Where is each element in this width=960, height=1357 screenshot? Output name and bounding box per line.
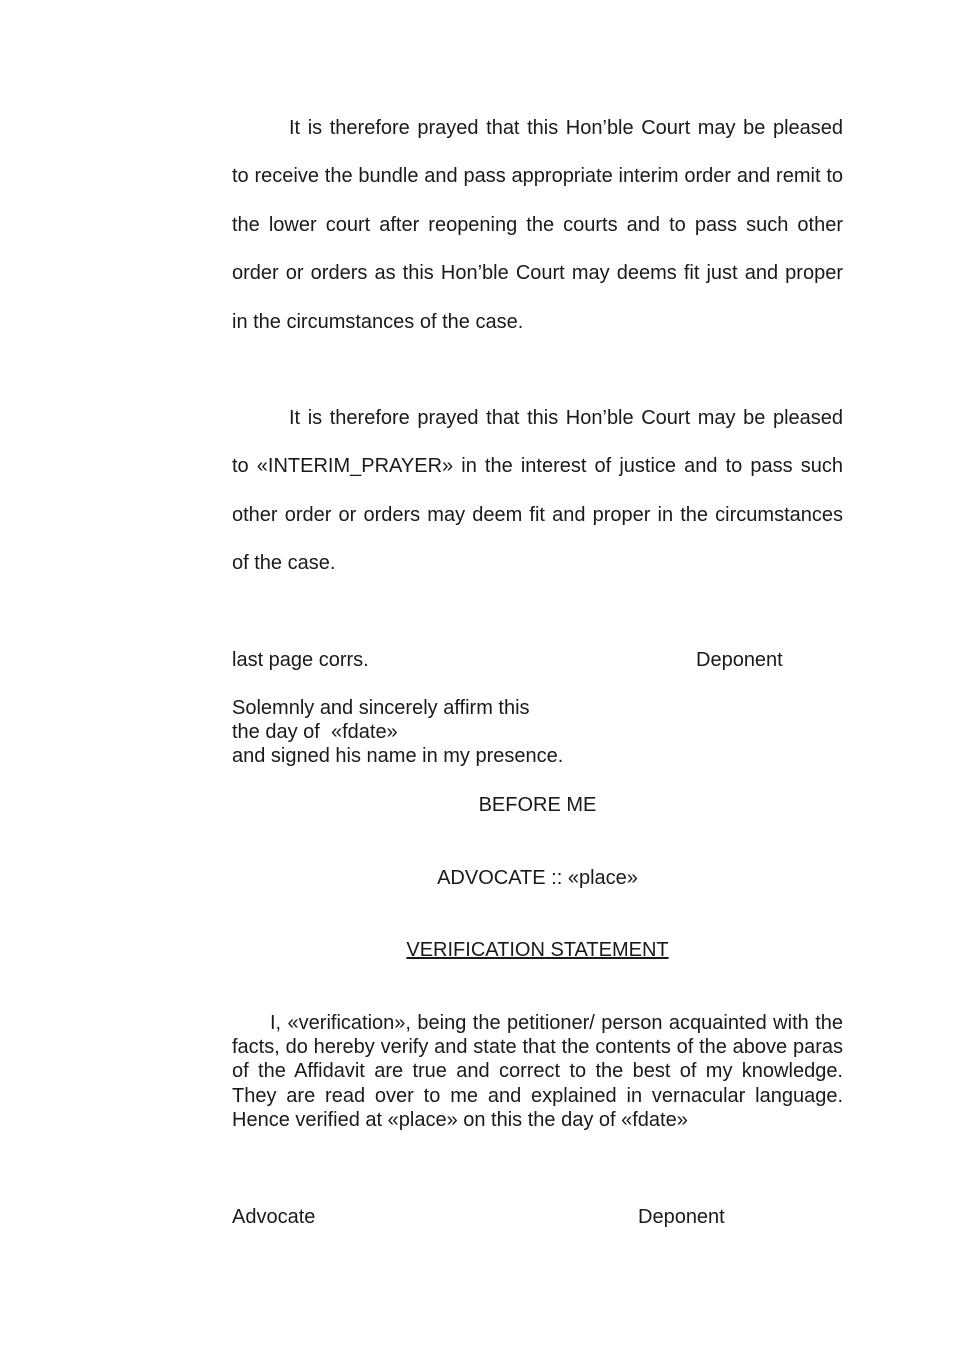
affirmation-line-3: and signed his name in my presence. — [232, 745, 564, 767]
prayer-paragraph-2 — [232, 394, 843, 588]
verification-text: I, «verification», being the petitioner/ person acquainted with the facts, do hereby verify and state that the contents of the above paras of the Affidavit are true and correct to the best of my knowledge. They are read over to me and explained in vernacular language. Hence verified at «place» on this the day of «fdate» — [232, 1012, 843, 1131]
last-page-corrs: last page corrs. — [232, 649, 369, 671]
advocate-signature-label: Advocate — [232, 1206, 316, 1228]
affirmation-line-2: the day of «fdate» — [232, 721, 398, 743]
affirmation-block — [232, 696, 563, 768]
deponent-label-1: Deponent — [696, 649, 783, 671]
deponent-label-2: Deponent — [638, 1206, 725, 1228]
verification-paragraph — [232, 1011, 843, 1132]
affirmation-line-1: Solemnly and sincerely affirm this — [232, 697, 530, 719]
verification-heading-text: VERIFICATION STATEMENT — [406, 939, 669, 961]
before-me-label: BEFORE ME — [478, 794, 597, 816]
prayer-paragraph-2-text: It is therefore prayed that this Hon’ble Court may be pleased to «INTERIM_PRAYER» in the interest of justice and to pass such other order or orders may deem fit and proper in the circumstances of the case. — [232, 407, 843, 575]
advocate-place-label: ADVOCATE :: «place» — [437, 867, 638, 889]
verification-heading — [232, 938, 843, 962]
prayer-paragraph-1 — [232, 104, 843, 346]
prayer-paragraph-1-text: It is therefore prayed that this Hon’ble Court may be pleased to receive the bundle and pass appropriate interim order and remit to the lower court after reopening the courts and to pass such other order or orders as this Hon’ble Court may deems fit just and proper in the circumstances of the case. — [232, 117, 843, 333]
